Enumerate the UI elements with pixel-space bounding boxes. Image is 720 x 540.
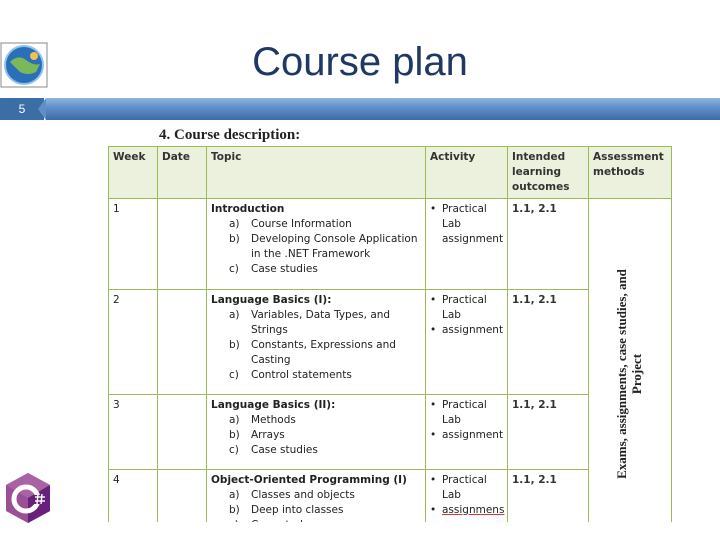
subitem-text: Case studies [251,444,318,456]
topic-title: Object-Oriented Programming (I) [211,474,407,486]
subitem-letter: a) [229,489,240,501]
table-row [109,395,672,470]
outcomes-cell: 1.1, 2.1 [508,199,589,290]
header-activity: Activity [426,147,508,199]
subitem-letter: b) [229,504,240,516]
header-week: Week [109,147,158,199]
header-date: Date [158,147,207,199]
subitem-text: Constants, Expressions and Casting [251,339,396,366]
topic-subitem [229,338,421,368]
topic-subitem [229,217,421,232]
outcomes-cell: 1.1, 2.1 [508,470,589,537]
header-assessment: Assessment methods [589,147,672,199]
subitem-letter: b) [229,339,240,351]
outcomes-cell: 1.1, 2.1 [508,395,589,470]
subitem-letter: c) [229,263,239,275]
csharp-logo-icon [4,472,52,524]
assessment-methods-text: Exams, assignments, case studies, and Project [614,269,644,479]
outcomes-cell: 1.1, 2.1 [508,290,589,395]
activity-text: assignmens [442,504,505,516]
table-row [109,199,672,290]
activity-text: assignment [442,324,504,336]
activity-item [430,323,503,338]
title-banner [46,98,720,120]
topic-subitem [229,232,421,262]
subitem-text: Deep into classes [251,504,344,516]
date-cell [158,395,207,470]
assessment-cell [589,199,672,537]
subitem-text: Methods [251,414,296,426]
subitem-letter: b) [229,429,240,441]
slide-number: 5 [0,98,44,120]
week-cell: 1 [109,199,158,290]
subitem-letter: a) [229,309,240,321]
subitem-text: Classes and objects [251,489,355,501]
subitem-letter: c) [229,444,239,456]
bullet: • [430,203,437,215]
activity-item [430,293,503,323]
topic-title: Language Basics (II): [211,399,336,411]
subitem-letter: a) [229,414,240,426]
topic-cell [207,290,426,395]
topic-subitem [229,488,421,503]
subitem-letter: a) [229,218,240,230]
activity-item [430,428,503,443]
activity-item [430,202,503,247]
bullet: • [430,294,437,306]
activity-cell [426,290,508,395]
topic-subitem [229,428,421,443]
topic-title: Introduction [211,203,285,215]
topic-subitem [229,443,421,458]
activity-item [430,398,503,428]
topic-subitem [229,503,421,518]
subitem-text: Course Information [251,218,352,230]
slide-bottom-clip [0,522,720,540]
table-header-row [109,147,672,199]
week-cell: 3 [109,395,158,470]
activity-text: Practical Lab assignment [442,203,504,245]
activity-text: Practical Lab [442,474,487,501]
subitem-text: Developing Console Application in the .NET Framework [251,233,418,260]
table-row [109,290,672,395]
topic-subitem [229,308,421,338]
activity-item [430,503,503,518]
subitem-text: Variables, Data Types, and Strings [251,309,391,336]
header-outcomes: Intended learning outcomes [508,147,589,199]
subitem-text: Case studies [251,263,318,275]
subitem-letter: c) [229,369,239,381]
date-cell [158,199,207,290]
week-cell: 2 [109,290,158,395]
activity-item [430,473,503,503]
activity-text: Practical Lab [442,399,487,426]
bullet: • [430,429,437,441]
topic-subitem [229,262,421,277]
activity-cell [426,395,508,470]
bullet: • [430,474,437,486]
activity-text: Practical Lab [442,294,487,321]
activity-text: assignment [442,429,504,441]
bullet: • [430,399,437,411]
subitem-text: Control statements [251,369,352,381]
course-plan-table [108,146,672,537]
topic-subitem [229,368,421,383]
topic-title: Language Basics (I): [211,294,332,306]
subitem-text: Arrays [251,429,285,441]
topic-cell [207,199,426,290]
week-cell: 4 [109,470,158,537]
topic-subitem [229,413,421,428]
section-heading: 4. Course description: [159,127,301,143]
slide-title: Course plan [252,40,468,84]
activity-cell [426,199,508,290]
bullet: • [430,504,437,516]
header-topic: Topic [207,147,426,199]
topic-cell [207,395,426,470]
date-cell [158,290,207,395]
bullet: • [430,324,437,336]
subitem-letter: b) [229,233,240,245]
